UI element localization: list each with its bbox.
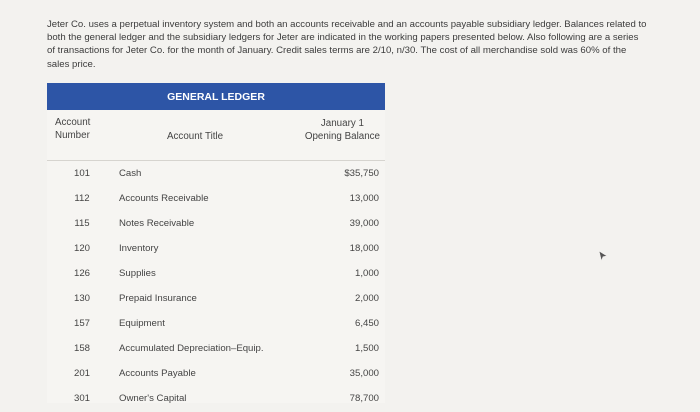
opening-balance: 18,000 xyxy=(349,243,379,254)
account-title: Accounts Payable xyxy=(119,368,196,379)
account-number-header: Account Number xyxy=(55,117,91,141)
account-number: 101 xyxy=(73,168,90,179)
opening-balance: 13,000 xyxy=(349,193,379,204)
account-number: 158 xyxy=(73,343,90,354)
opening-balance: 1,000 xyxy=(354,268,379,279)
account-number: 120 xyxy=(73,243,90,254)
account-title: Equipment xyxy=(119,318,165,329)
problem-description: Jeter Co. uses a perpetual inventory system and both an accounts receivable and an accounts payable subsidiary ledger. Balances related to both the general ledger and the subsidiary ledgers for Jeter are indicated in the working papers presented below. Also following are a series of transactions for Jeter Co. for the month of January. Credit sales terms are 2/10, n/30. The cost of all merchandise sold was 60% of the sales price. xyxy=(47,18,647,70)
account-number: 112 xyxy=(74,193,90,204)
table-row xyxy=(47,336,385,361)
opening-balance: 39,000 xyxy=(349,218,379,229)
opening-balance: 6,450 xyxy=(354,318,379,329)
mouse-cursor-icon xyxy=(598,250,608,262)
account-title-header: Account Title xyxy=(167,131,224,142)
account-title: Prepaid Insurance xyxy=(119,293,197,304)
table-row xyxy=(47,261,385,286)
opening-balance: 1,500 xyxy=(354,343,379,354)
account-title: Owner's Capital xyxy=(119,393,187,404)
ledger-header-row xyxy=(47,110,385,161)
account-number: 157 xyxy=(73,318,90,329)
table-row xyxy=(47,186,385,211)
opening-balance-header: January 1 Opening Balance xyxy=(304,118,380,142)
account-title: Notes Receivable xyxy=(119,218,195,229)
table-row xyxy=(47,211,385,236)
ledger-rows xyxy=(47,161,385,411)
account-title: Accumulated Depreciation–Equip. xyxy=(119,343,264,354)
table-row xyxy=(47,236,385,261)
account-title: Inventory xyxy=(119,243,159,254)
table-row xyxy=(47,286,385,311)
account-number: 126 xyxy=(73,268,90,279)
table-row xyxy=(47,361,385,386)
general-ledger-table xyxy=(47,83,385,403)
account-number: 115 xyxy=(74,218,90,229)
account-number: 201 xyxy=(73,368,90,379)
account-title: Cash xyxy=(119,168,142,179)
table-row xyxy=(47,386,385,411)
account-number: 301 xyxy=(73,393,90,404)
account-title: Accounts Receivable xyxy=(119,193,209,204)
opening-balance: 78,700 xyxy=(349,393,379,404)
opening-balance: 2,000 xyxy=(354,293,379,304)
opening-balance: $35,750 xyxy=(344,168,379,179)
ledger-title: GENERAL LEDGER xyxy=(47,83,385,110)
opening-balance: 35,000 xyxy=(349,368,379,379)
account-number: 130 xyxy=(73,293,90,304)
table-row xyxy=(47,161,385,186)
account-title: Supplies xyxy=(119,268,156,279)
table-row xyxy=(47,311,385,336)
